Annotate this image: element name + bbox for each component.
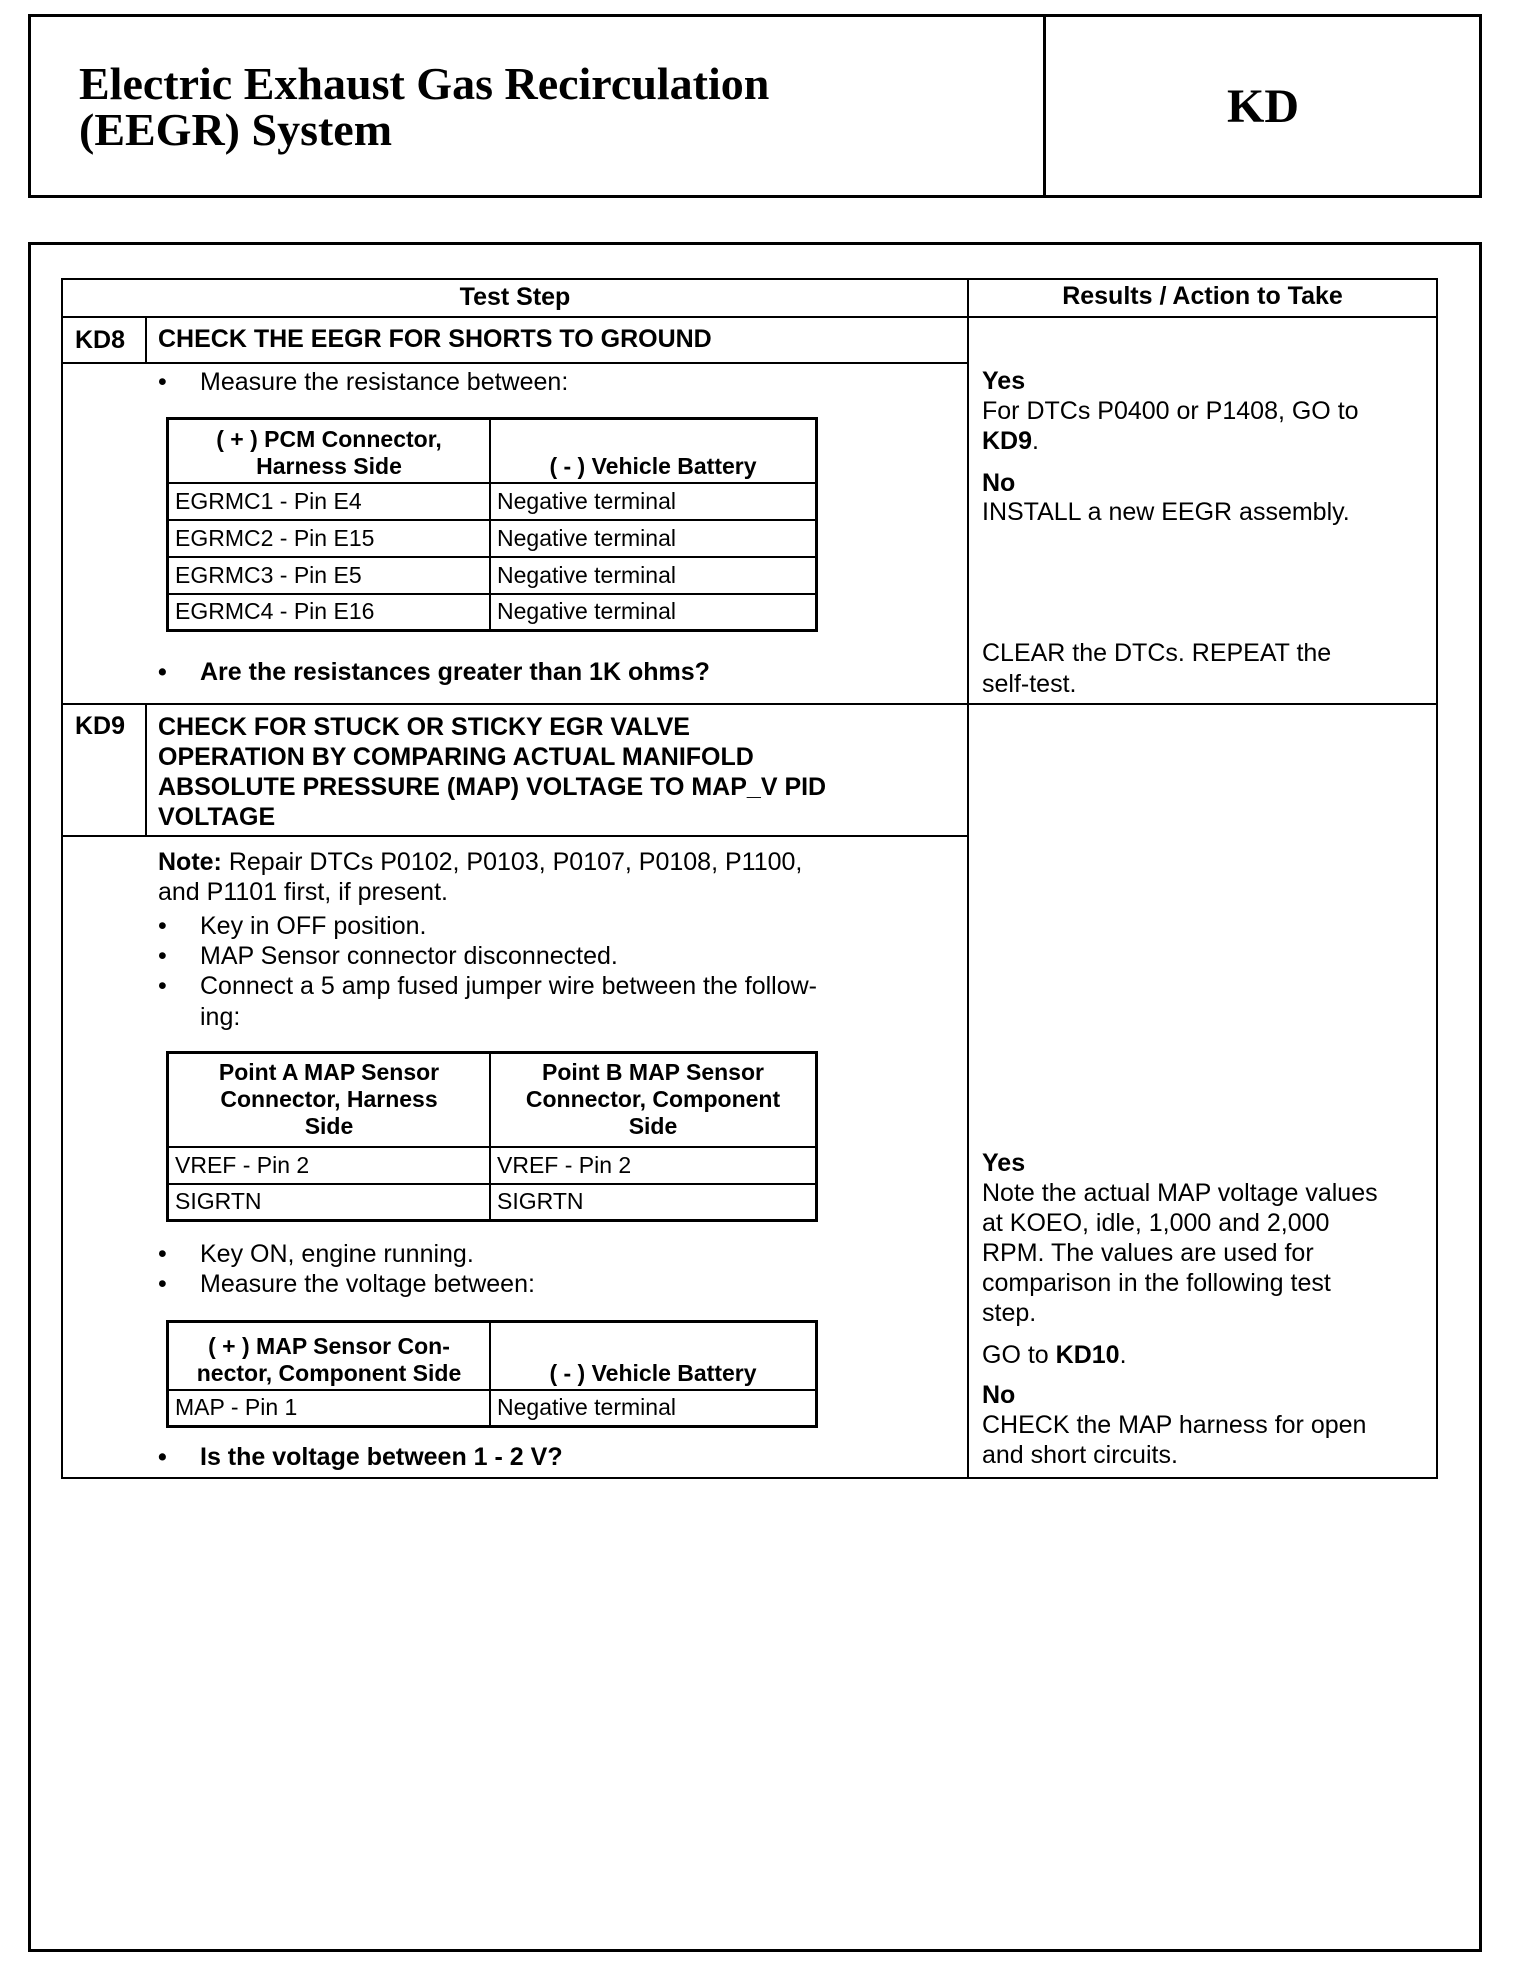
kd9-no-label: No [982, 1381, 1016, 1409]
table-cell: VREF - Pin 2 [490, 1147, 817, 1184]
kd9-goto: GO to KD10. [982, 1341, 1127, 1369]
page-title-line-1: Electric Exhaust Gas Recirculation [79, 58, 770, 109]
table-cell: EGRMC3 - Pin E5 [168, 557, 491, 594]
kd8-id-divider [145, 316, 147, 364]
kd9-no-line-1: CHECK the MAP harness for open [982, 1411, 1367, 1439]
kd9-note: Note: Repair DTCs P0102, P0103, P0107, P0108, P1100, and P1101 first, if present. [158, 848, 803, 906]
page-title [79, 58, 770, 155]
section-code: KD [1227, 79, 1299, 133]
table-right-border [1436, 278, 1438, 1479]
kd8-resistance-table [166, 417, 818, 632]
kd8-no-label: No [982, 469, 1016, 497]
kd9-voltage-header-battery: ( - ) Vehicle Battery [490, 1322, 817, 1390]
table-header-bottom-border [61, 316, 1438, 318]
kd8-yes-label: Yes [982, 367, 1026, 395]
table-cell: VREF - Pin 2 [168, 1147, 491, 1184]
kd9-no-line-2: and short circuits. [982, 1441, 1178, 1469]
kd9-voltage-table [166, 1320, 818, 1428]
kd9-jumper-header-point-b: Point B MAP Sensor Connector, Component Side [490, 1053, 817, 1147]
table-column-divider [967, 278, 969, 1479]
kd8-yes-text: For DTCs P0400 or P1408, GO to [982, 397, 1359, 425]
kd9-jumper-header-point-a: Point A MAP Sensor Connector, Harness Side [168, 1053, 491, 1147]
kd9-jumper-table [166, 1051, 818, 1222]
kd8-clear-line-2: self-test. [982, 670, 1077, 698]
table-cell: SIGRTN [168, 1184, 491, 1221]
table-cell: EGRMC1 - Pin E4 [168, 483, 491, 520]
table-cell: EGRMC4 - Pin E16 [168, 594, 491, 631]
table-cell: Negative terminal [490, 483, 817, 520]
kd9-yes-label: Yes [982, 1149, 1026, 1177]
table-top-border [61, 278, 1438, 280]
col-header-results: Results / Action to Take [1062, 282, 1343, 310]
kd8-title-bottom-border [61, 362, 967, 364]
kd8-yes-goto: KD9. [982, 427, 1039, 455]
kd9-step-id: KD9 [75, 712, 126, 740]
kd9-step-title: CHECK FOR STUCK OR STICKY EGR VALVE OPERATION BY COMPARING ACTUAL MANIFOLD ABSOLUTE PRESSURE (MAP) VOLTAGE TO MAP_V PID VOLTAGE [158, 713, 827, 831]
table-cell: Negative terminal [490, 1390, 817, 1427]
table-cell: Negative terminal [490, 520, 817, 557]
table-left-border [61, 278, 63, 1479]
kd8-no-text: INSTALL a new EEGR assembly. [982, 498, 1350, 526]
table-cell: Negative terminal [490, 557, 817, 594]
page-title-line-2: (EEGR) System [79, 104, 393, 155]
kd9-bullet-jumper-continued: ing: [200, 1003, 241, 1031]
kd8-step-title: CHECK THE EEGR FOR SHORTS TO GROUND [158, 325, 712, 353]
kd8-table-header-pcm: ( + ) PCM Connector, Harness Side [168, 419, 491, 483]
kd9-id-divider [145, 703, 147, 837]
table-bottom-border [61, 1477, 1438, 1479]
table-cell: EGRMC2 - Pin E15 [168, 520, 491, 557]
header-divider [1043, 17, 1046, 195]
kd9-title-bottom-border [61, 835, 967, 837]
kd8-clear-line-1: CLEAR the DTCs. REPEAT the [982, 639, 1332, 667]
table-cell: Negative terminal [490, 594, 817, 631]
table-cell: MAP - Pin 1 [168, 1390, 491, 1427]
page-header [28, 14, 1482, 198]
table-cell: SIGRTN [490, 1184, 817, 1221]
kd8-row-bottom-border [61, 703, 1438, 705]
kd9-voltage-header-map: ( + ) MAP Sensor Con- nector, Component Side [168, 1322, 491, 1390]
kd8-table-header-battery: ( - ) Vehicle Battery [490, 419, 817, 483]
col-header-test-step: Test Step [459, 283, 571, 311]
kd8-step-id: KD8 [75, 326, 126, 354]
kd9-yes-text: Note the actual MAP voltage values at KOEO, idle, 1,000 and 2,000 RPM. The values are used for comparison in the following test step. [982, 1179, 1378, 1327]
